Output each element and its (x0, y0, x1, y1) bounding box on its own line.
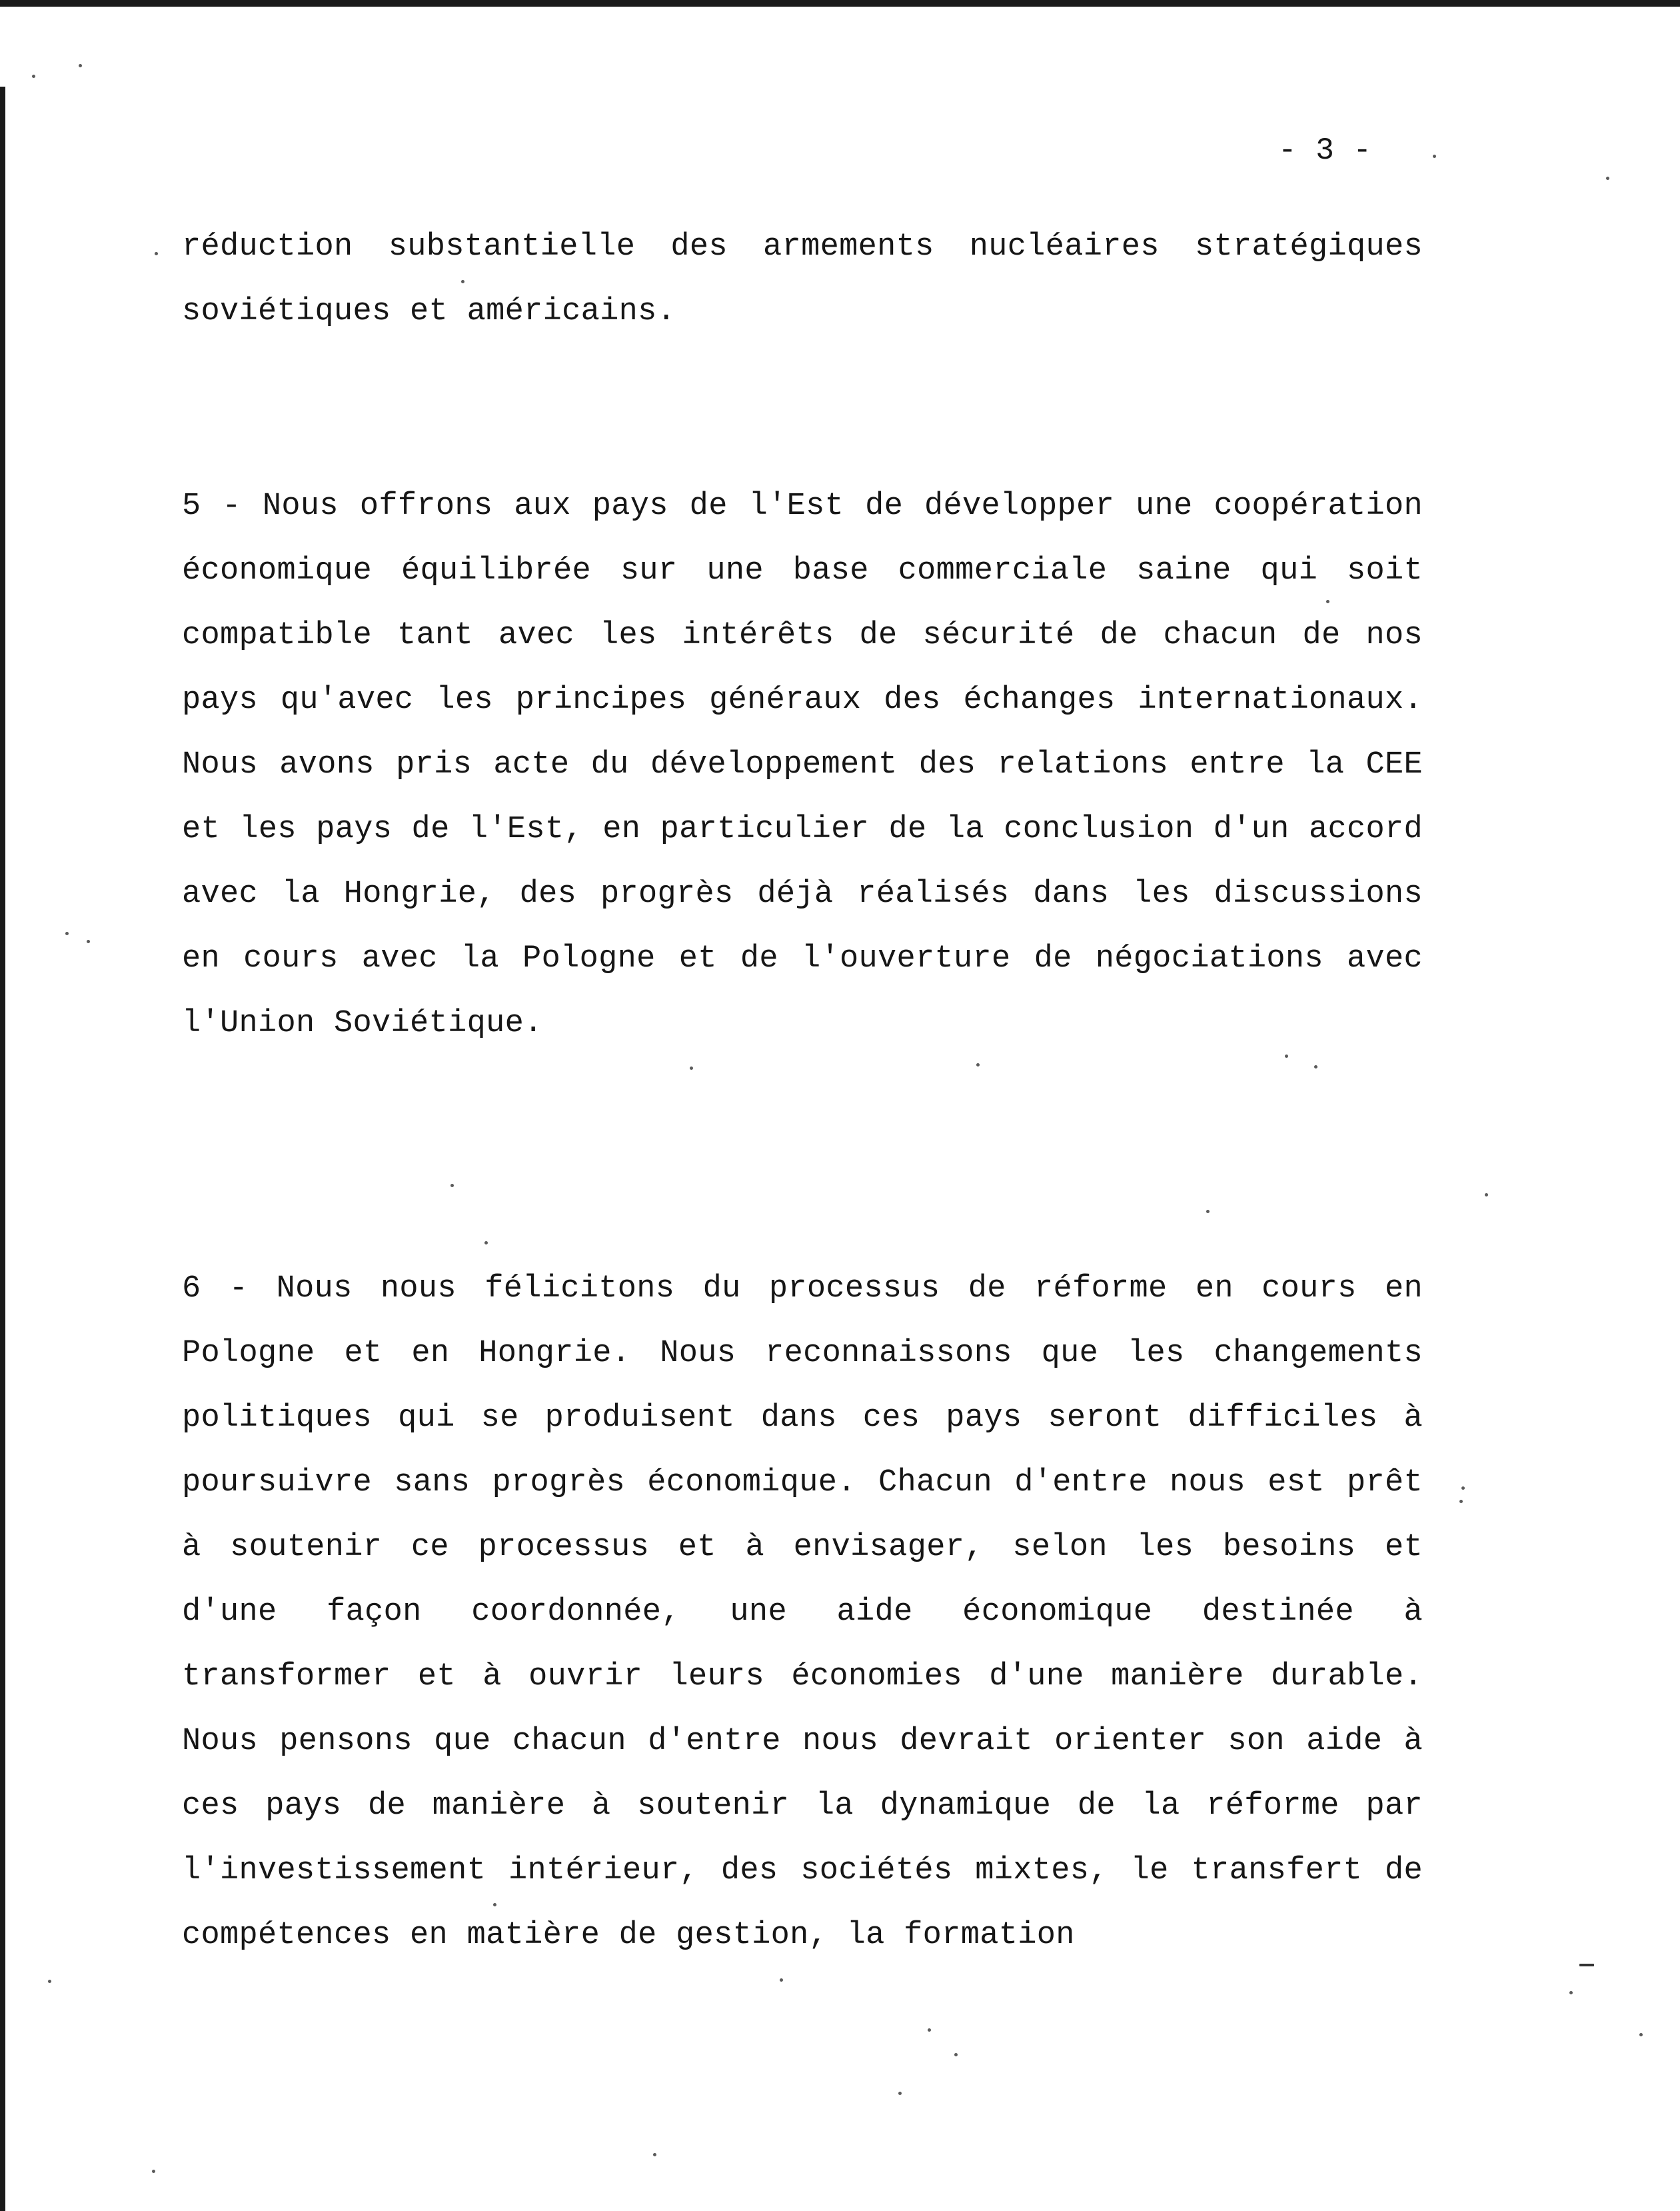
scan-speck (484, 1241, 488, 1244)
scan-speck (1569, 1991, 1573, 1994)
scan-speck (1433, 155, 1436, 158)
scan-top-edge (0, 0, 1680, 7)
scan-speck (65, 932, 69, 935)
scan-speck (898, 2092, 902, 2095)
scan-speck (1459, 1500, 1463, 1503)
scan-speck (780, 1978, 783, 1982)
scan-speck (976, 1063, 980, 1067)
scan-speck (155, 252, 158, 255)
scan-speck (152, 2170, 155, 2173)
paragraph-continuation: réduction substantielle des armements nucléaires stratégiques soviétiques et américains. (182, 229, 1423, 329)
paragraph-6: 6 - Nous nous félicitons du processus de réforme en cours en Pologne et en Hongrie. Nous reconnaissons que les changements politiques qui se produisent dans ces pays seront difficiles à poursuivre sans progrès économique. Chacun d'entre nous est prêt à soutenir ce processus et à envisager, selon les besoins et d'une façon coordonnée, une aide économique destinée à transformer et à ouvrir leurs économies d'une manière durable. Nous pensons que chacun d'entre nous devrait orienter son aide à ces pays de manière à soutenir la dynamique de la réforme par l'investissement intérieur, des sociétés mixtes, le transfert de compétences en matière de gestion, la formation (182, 1271, 1423, 1953)
scan-speck (954, 2053, 958, 2056)
scan-speck (1206, 1210, 1210, 1213)
scan-speck (32, 75, 35, 78)
scan-speck (1606, 177, 1609, 180)
scan-speck (928, 2028, 931, 2032)
scan-speck (48, 1980, 51, 1983)
page-number: - 3 - (1278, 133, 1372, 168)
scan-speck (79, 64, 82, 67)
scan-speck (1314, 1065, 1317, 1069)
scan-speck (1461, 1486, 1465, 1490)
scan-speck (87, 940, 90, 943)
scan-speck (450, 1184, 454, 1187)
scan-speck (1485, 1193, 1488, 1196)
scan-speck (1579, 1964, 1594, 1966)
scan-speck (1639, 2033, 1643, 2036)
paragraph-5: 5 - Nous offrons aux pays de l'Est de développer une coopération économique équilibrée sur une base commerciale saine qui soit compatible tant avec les intérêts de sécurité de chacun de nos pays qu'avec les principes généraux des échanges internationaux. Nous avons pris acte du développement des relations entre la CEE et les pays de l'Est, en particulier de la conclusion d'un accord avec la Hongrie, des progrès déjà réalisés dans les discussions en cours avec la Pologne et de l'ouverture de négociations avec l'Union Soviétique. (182, 489, 1423, 1041)
scan-speck (690, 1067, 693, 1070)
scan-left-edge (0, 87, 5, 2211)
scan-speck (653, 2153, 656, 2156)
